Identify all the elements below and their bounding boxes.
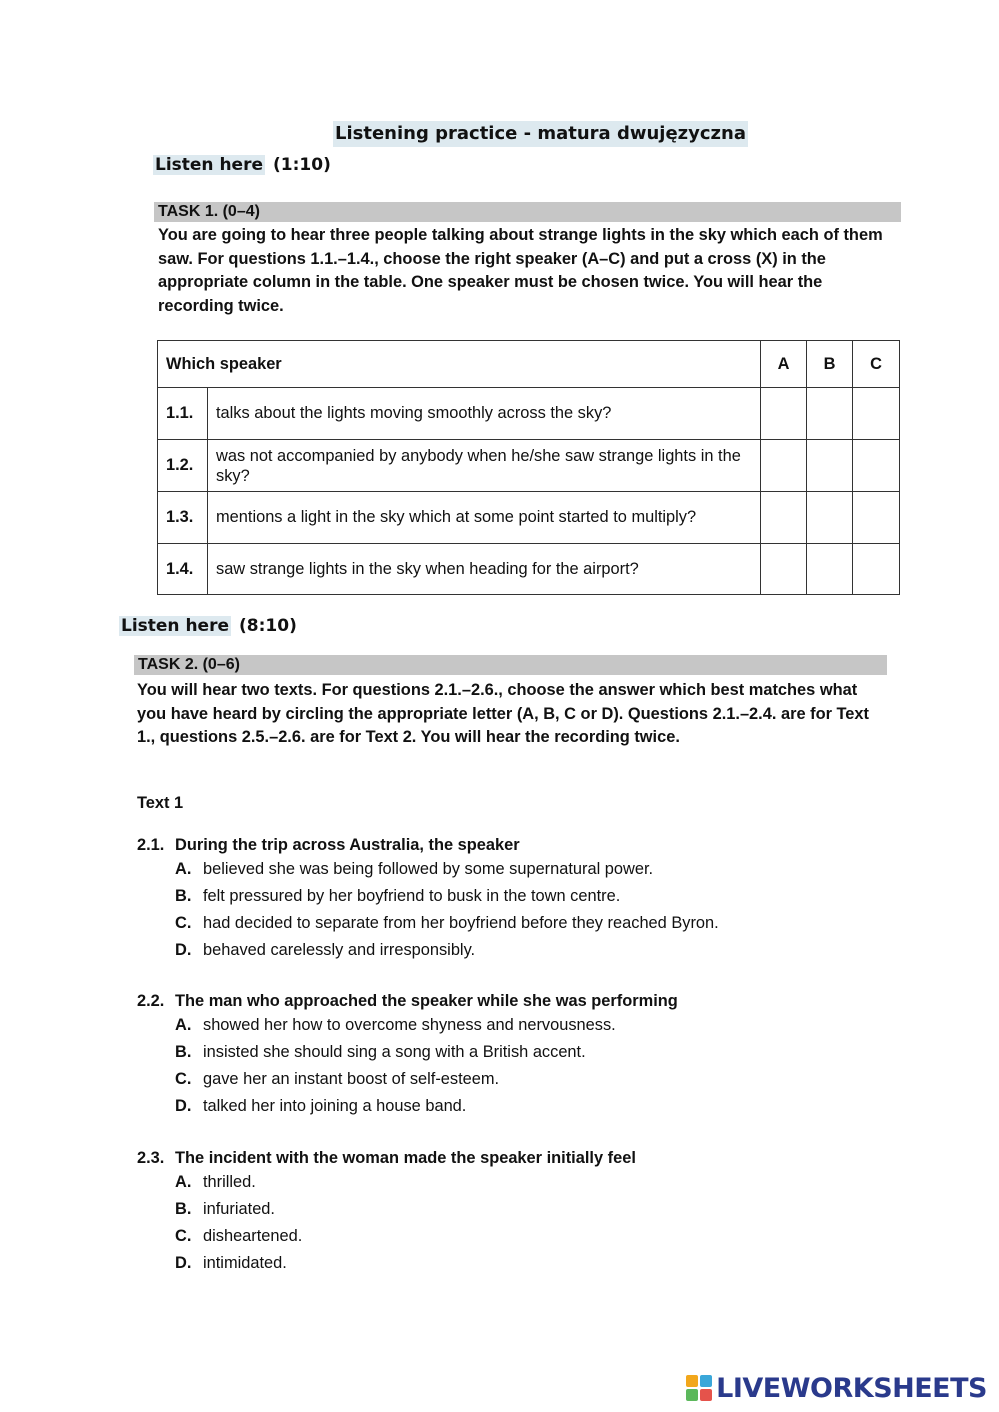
option-c[interactable] [137, 1066, 837, 1093]
answer-cell-1-1-a[interactable] [761, 388, 807, 440]
option-letter: D. [175, 1254, 192, 1272]
question-2-3 [137, 1147, 837, 1277]
question-stem [137, 990, 837, 1012]
table-row [158, 544, 900, 595]
liveworksheets-logo[interactable] [686, 1373, 987, 1403]
option-letter: B. [175, 1043, 192, 1061]
listen-row-2 [119, 614, 297, 638]
text-label: Text 1 [137, 794, 184, 812]
option-letter: C. [175, 1070, 192, 1088]
answer-cell-1-1-c[interactable] [853, 388, 900, 440]
option-b[interactable] [137, 1039, 837, 1066]
question-stem [137, 1147, 837, 1169]
option-b[interactable] [137, 1196, 837, 1223]
option-letter: B. [175, 887, 192, 905]
listen-row-1 [153, 153, 331, 177]
question-2-1 [137, 834, 837, 964]
option-letter: C. [175, 914, 192, 932]
answer-cell-1-3-b[interactable] [807, 492, 853, 544]
logo-icon [686, 1375, 712, 1401]
answer-cell-1-2-a[interactable] [761, 440, 807, 492]
answer-cell-1-3-a[interactable] [761, 492, 807, 544]
option-letter: A. [175, 1016, 192, 1034]
option-text: insisted she should sing a song with a British accent. [203, 1043, 586, 1061]
option-text: had decided to separate from her boyfriend before they reached Byron. [203, 914, 719, 932]
option-text: showed her how to overcome shyness and nervousness. [203, 1016, 616, 1034]
question-text: The incident with the woman made the speaker initially feel [175, 1149, 636, 1167]
option-text: talked her into joining a house band. [203, 1097, 467, 1115]
table-row [158, 492, 900, 544]
task2-header: TASK 2. (0–6) [134, 655, 887, 675]
option-letter: D. [175, 1097, 192, 1115]
question-number: 2.3. [137, 1149, 165, 1167]
option-b[interactable] [137, 883, 837, 910]
answer-cell-1-3-c[interactable] [853, 492, 900, 544]
option-letter: B. [175, 1200, 192, 1218]
answer-cell-1-2-c[interactable] [853, 440, 900, 492]
question-number: 2.2. [137, 992, 165, 1010]
row-text: was not accompanied by anybody when he/she saw strange lights in the sky? [208, 440, 761, 492]
option-c[interactable] [137, 1223, 837, 1250]
question-stem [137, 834, 837, 856]
option-text: believed she was being followed by some supernatural power. [203, 860, 654, 878]
option-d[interactable] [137, 1250, 837, 1277]
listen-time-2: (8:10) [239, 616, 297, 636]
option-text: behaved carelessly and irresponsibly. [203, 941, 476, 959]
option-letter: C. [175, 1227, 192, 1245]
row-text: talks about the lights moving smoothly across the sky? [208, 388, 761, 440]
task2-instructions: You will hear two texts. For questions 2.1.–2.6., choose the answer which best matches what you have heard by circling the appropriate letter (A, B, C or D). Questions 2.1.–2.4. are for Text 1., questions 2.5.–2.6. are for Text 2. You will hear the recording twice. [137, 681, 869, 747]
logo-text: LIVEWORKSHEETS [716, 1372, 987, 1404]
row-number: 1.2. [158, 440, 208, 492]
table-row [158, 440, 900, 492]
listen-time-1: (1:10) [273, 155, 331, 175]
option-c[interactable] [137, 910, 837, 937]
option-a[interactable] [137, 856, 837, 883]
option-a[interactable] [137, 1012, 837, 1039]
option-text: felt pressured by her boyfriend to busk in the town centre. [203, 887, 621, 905]
row-number: 1.3. [158, 492, 208, 544]
answer-cell-1-4-a[interactable] [761, 544, 807, 595]
table-heading: Which speaker [158, 341, 761, 388]
row-number: 1.1. [158, 388, 208, 440]
option-letter: D. [175, 941, 192, 959]
row-text: mentions a light in the sky which at some point started to multiply? [208, 492, 761, 544]
question-text: The man who approached the speaker while she was performing [175, 992, 678, 1010]
option-letter: A. [175, 1173, 192, 1191]
option-d[interactable] [137, 937, 837, 964]
option-text: gave her an instant boost of self-esteem. [203, 1070, 500, 1088]
option-a[interactable] [137, 1169, 837, 1196]
page-title: Listening practice - matura dwujęzyczna [333, 121, 748, 147]
answer-cell-1-1-b[interactable] [807, 388, 853, 440]
row-text: saw strange lights in the sky when heading for the airport? [208, 544, 761, 595]
table-header-row [158, 341, 900, 388]
column-c: C [853, 341, 900, 388]
option-text: infuriated. [203, 1200, 275, 1218]
table-row [158, 388, 900, 440]
task1-table [157, 340, 900, 595]
row-number: 1.4. [158, 544, 208, 595]
question-number: 2.1. [137, 836, 165, 854]
option-text: intimidated. [203, 1254, 287, 1272]
answer-cell-1-4-b[interactable] [807, 544, 853, 595]
question-text: During the trip across Australia, the speaker [175, 836, 520, 854]
option-text: thrilled. [203, 1173, 256, 1191]
task1-header: TASK 1. (0–4) [154, 202, 901, 222]
listen-link-2[interactable]: Listen here [121, 616, 230, 636]
question-2-2 [137, 990, 837, 1120]
option-d[interactable] [137, 1093, 837, 1120]
answer-cell-1-2-b[interactable] [807, 440, 853, 492]
answer-cell-1-4-c[interactable] [853, 544, 900, 595]
column-b: B [807, 341, 853, 388]
listen-link-1[interactable]: Listen here [155, 155, 264, 175]
option-letter: A. [175, 860, 192, 878]
task1-instructions: You are going to hear three people talking about strange lights in the sky which each of them saw. For questions 1.1.–1.4., choose the right speaker (A–C) and put a cross (X) in the appropriate column in the table. One speaker must be chosen twice. You will hear the recording twice. [158, 226, 883, 316]
option-text: disheartened. [203, 1227, 303, 1245]
column-a: A [761, 341, 807, 388]
